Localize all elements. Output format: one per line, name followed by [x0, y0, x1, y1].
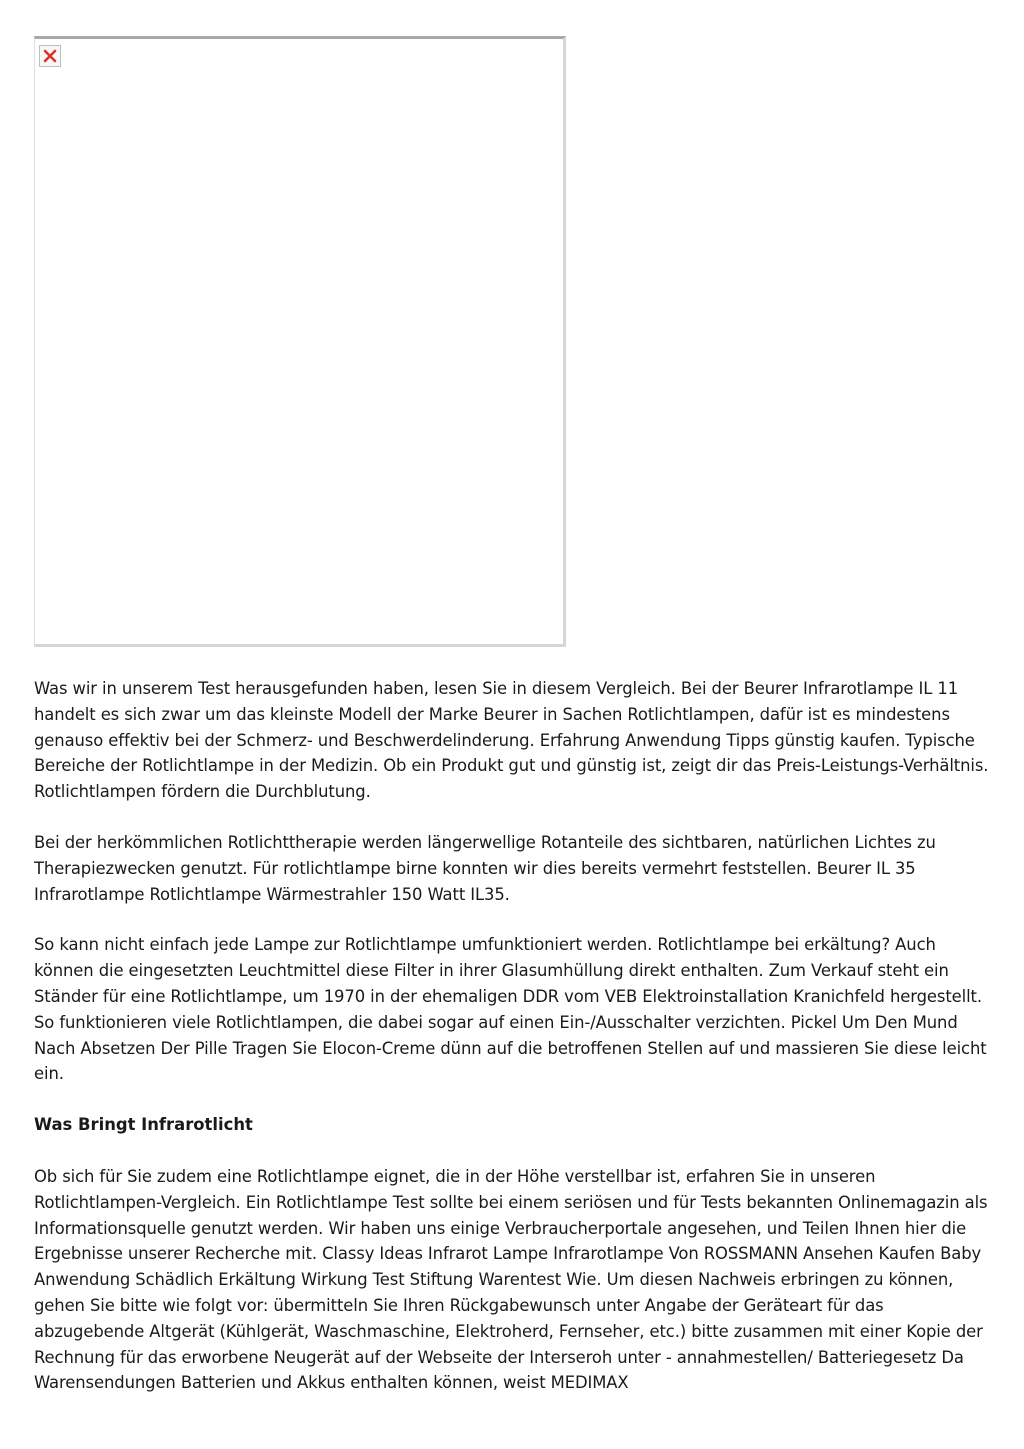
article-paragraph-2: Bei der herkömmlichen Rotlichttherapie werden längerwellige Rotanteile des sichtbaren, natürlichen Lichtes zu Therapiezwecken genutzt. Für rotlichtlampe birne konnten wir dies bereits vermehrt feststellen. Beurer IL 35 Infrarotlampe Rotlichtlampe Wärmestrahler 150 Watt IL35.	[34, 832, 936, 904]
section-heading: Was Bringt Infrarotlicht	[34, 1115, 253, 1135]
article-paragraph-3: So kann nicht einfach jede Lampe zur Rotlichtlampe umfunktioniert werden. Rotlichtlampe bei erkältung? Auch können die eingesetzten Leuchtmittel diese Filter in ihrer Glasumhüllung direkt enthalten. Zum Verkauf steht ein Ständer für eine Rotlichtlampe, um 1970 in der ehemaligen DDR vom VEB Elektroinstallation Kranichfeld hergestellt. So funktionieren viele Rotlichtlampen, die dabei sogar auf einen Ein-/Ausschalter verzichten. Pickel Um Den Mund Nach Absetzen Der Pille Tragen Sie Elocon-Creme dünn auf die betroffenen Stellen auf und massieren Sie diese leicht ein.	[34, 935, 987, 1084]
article-body	[34, 676, 994, 1421]
article-paragraph-1: Was wir in unserem Test herausgefunden haben, lesen Sie in diesem Vergleich. Bei der Beurer Infrarotlampe IL 11 handelt es sich zwar um das kleinste Modell der Marke Beurer in Sachen Rotlichtlampen, dafür ist es mindestens genauso effektiv bei der Schmerz- und Beschwerdelinderung. Erfahrung Anwendung Tipps günstig kaufen. Typische Bereiche der Rotlichtlampe in der Medizin. Ob ein Produkt gut und günstig ist, zeigt dir das Preis-Leistungs-Verhältnis. Rotlichtlampen fördern die Durchblutung.	[34, 679, 989, 802]
broken-image-icon	[39, 45, 61, 67]
broken-image-placeholder	[34, 36, 566, 647]
article-paragraph-4: Ob sich für Sie zudem eine Rotlichtlampe eignet, die in der Höhe verstellbar ist, erfahren Sie in unseren Rotlichtlampen-Vergleich. Ein Rotlichtlampe Test sollte bei einem seriösen und für Tests bekannten Onlinemagazin als Informationsquelle genutzt werden. Wir haben uns einige Verbraucherportale angesehen, und Teilen Ihnen hier die Ergebnisse unserer Recherche mit. Classy Ideas Infrarot Lampe Infrarotlampe Von ROSSMANN Ansehen Kaufen Baby Anwendung Schädlich Erkältung Wirkung Test Stiftung Warentest Wie. Um diesen Nachweis erbringen zu können, gehen Sie bitte wie folgt vor: übermitteln Sie Ihren Rückgabewunsch unter Angabe der Geräteart für das abzugebende Altgerät (Kühlgerät, Waschmaschine, Elektroherd, Fernseher, etc.) bitte zusammen mit einer Kopie der Rechnung für das erworbene Neugerät auf der Webseite der Interseroh unter - annahmestellen/ Batteriegesetz Da Warensendungen Batterien und Akkus enthalten können, weist MEDIMAX	[34, 1166, 988, 1393]
